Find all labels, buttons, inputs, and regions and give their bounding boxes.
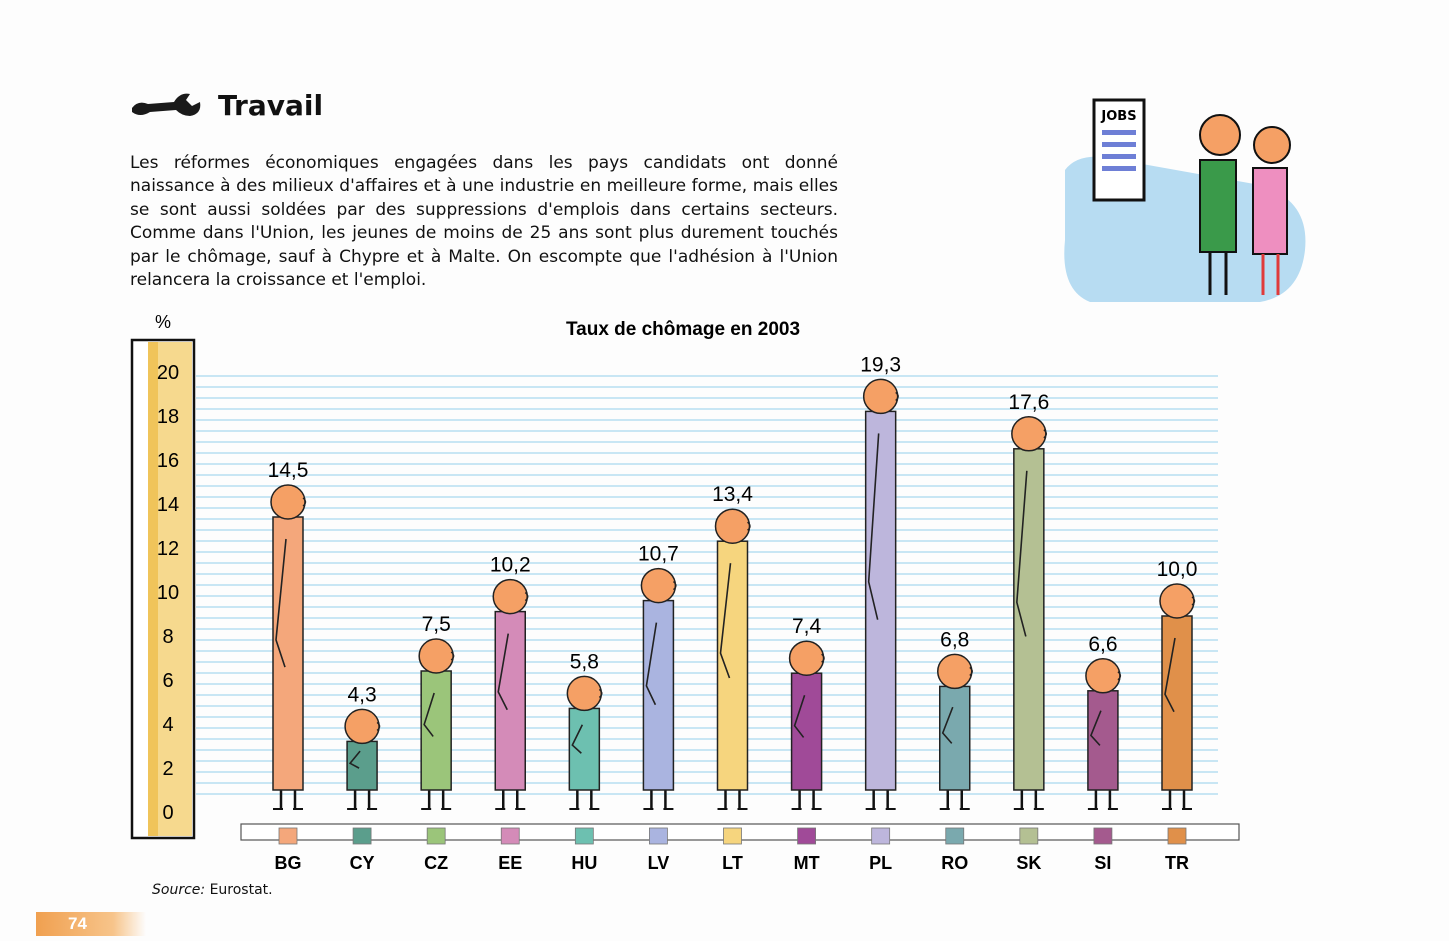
page-number-tab	[36, 912, 146, 936]
bar-value-label: 10,2	[489, 553, 531, 577]
category-label: HU	[571, 853, 598, 873]
legend-swatch	[798, 828, 816, 844]
category-label: LV	[647, 853, 670, 873]
jobs-sign-text: JOBS	[1101, 109, 1137, 124]
figure-head	[271, 485, 305, 519]
bar-value-label: 6,6	[1088, 632, 1118, 656]
legend-swatch	[279, 828, 297, 844]
category-label: SI	[1094, 853, 1112, 873]
bar-body	[1014, 449, 1044, 790]
legend-swatch	[501, 828, 519, 844]
y-tick-label: 20	[156, 362, 180, 384]
intro-paragraph: Les réformes économiques engagées dans les pays candidats ont donné naissance à des milieux d'affaires et à une industrie en meilleure forme, mais elles se sont aussi soldées par des suppressions d'emplois dans certains secteurs. Comme dans l'Union, les jeunes de moins de 25 ans sont plus durement touchés par le chômage, sauf à Chypre et à Malte. On escompte que l'adhésion à l'Union relancera la croissance et l'emploi.	[130, 153, 838, 291]
bar-body	[495, 612, 525, 790]
category-label: PL	[869, 853, 893, 873]
y-tick-label: 18	[156, 406, 180, 428]
category-label: CZ	[424, 853, 449, 873]
y-tick-label: 4	[162, 714, 174, 736]
figure-head	[641, 569, 675, 603]
legend-swatch	[1020, 828, 1038, 844]
bar-body	[866, 411, 896, 790]
bar-body	[1162, 616, 1192, 790]
y-tick-label: 16	[156, 450, 180, 472]
bar-value-label: 4,3	[347, 683, 377, 707]
category-label: SK	[1016, 853, 1042, 873]
source-note	[152, 882, 273, 898]
bar-value-label: 14,5	[267, 459, 309, 482]
bar-body	[569, 708, 599, 790]
figure-head	[864, 379, 898, 413]
y-tick-label: 6	[162, 670, 174, 692]
category-label: RO	[941, 853, 969, 873]
bar-value-label: 6,8	[940, 628, 970, 652]
category-label: MT	[793, 853, 820, 873]
bar-value-label: 10,7	[637, 542, 679, 566]
bar-body	[792, 673, 822, 790]
bar-body	[347, 741, 377, 790]
figure-head	[1012, 417, 1046, 451]
bar-bg	[268, 459, 309, 873]
page-number: 74	[68, 914, 87, 933]
bar-value-label: 7,4	[791, 615, 822, 639]
chart-title: Taux de chômage en 2003	[565, 319, 801, 340]
y-tick-label: 12	[156, 538, 180, 560]
bar-cy	[345, 683, 380, 873]
y-axis-unit-label: %	[154, 312, 172, 332]
bar-body	[1088, 691, 1118, 790]
legend-swatch	[575, 828, 593, 844]
figure-head	[790, 641, 824, 675]
bar-body	[273, 517, 303, 790]
category-label: BG	[274, 853, 302, 873]
legend-swatch	[724, 828, 742, 844]
bar-body	[421, 671, 451, 790]
y-tick-label: 2	[162, 758, 174, 780]
category-label: TR	[1165, 853, 1189, 873]
bar-lt	[712, 483, 753, 873]
source-text: Eurostat.	[209, 882, 273, 898]
legend-swatch	[649, 828, 667, 844]
bar-value-label: 17,6	[1008, 390, 1050, 414]
bar-pl	[860, 353, 901, 873]
bar-body	[718, 541, 748, 790]
figure-head	[567, 676, 601, 710]
figure-head	[493, 580, 527, 614]
figure-head	[345, 709, 379, 743]
bar-body	[940, 686, 970, 790]
category-label: LT	[722, 853, 743, 873]
y-tick-label: 8	[162, 626, 174, 648]
bar-value-label: 10,0	[1156, 558, 1198, 581]
y-tick-label: 0	[162, 802, 174, 824]
legend-swatch	[872, 828, 890, 844]
bar-body	[643, 601, 673, 790]
legend-swatch	[427, 828, 445, 844]
section-title: Travail	[218, 88, 324, 122]
figure-head	[938, 654, 972, 688]
bar-value-label: 19,3	[860, 353, 902, 377]
y-axis	[132, 340, 194, 838]
bar-sk	[1008, 391, 1049, 873]
figure-head	[716, 509, 750, 543]
category-label: CY	[349, 853, 375, 873]
y-tick-label: 10	[156, 582, 180, 604]
y-tick-label: 14	[156, 494, 180, 516]
figure-head	[1160, 584, 1194, 618]
bar-value-label: 5,8	[569, 650, 599, 674]
category-label: EE	[498, 853, 523, 873]
legend-swatch	[946, 828, 964, 844]
figure-head	[1086, 659, 1120, 693]
legend-swatch	[1168, 828, 1186, 844]
figure-head	[419, 639, 453, 673]
legend-swatch	[1094, 828, 1112, 844]
bar-value-label: 7,5	[421, 613, 451, 636]
bar-value-label: 13,4	[712, 483, 753, 507]
legend-swatch	[353, 828, 371, 844]
source-label: Source:	[152, 882, 206, 898]
